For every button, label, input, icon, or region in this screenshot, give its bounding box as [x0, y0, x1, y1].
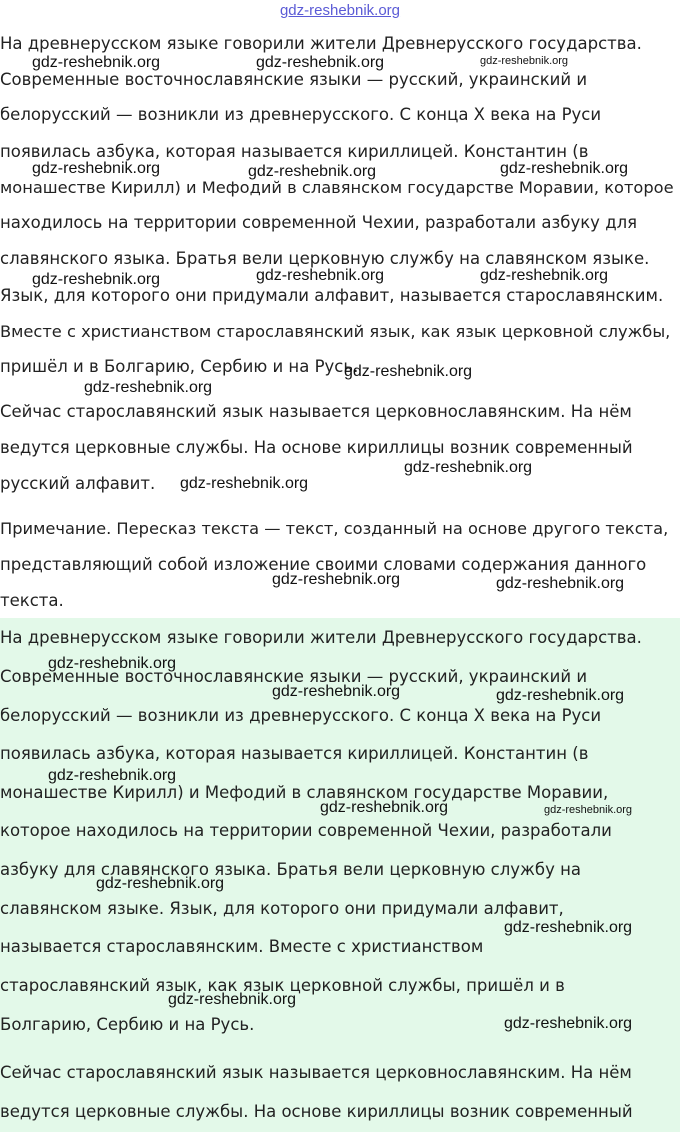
- watermark: gdz-reshebnik.org: [496, 687, 625, 704]
- watermark: gdz-reshebnik.org: [256, 54, 385, 71]
- text-line: Современные восточнославянские языки — русский, украинский и: [0, 667, 588, 686]
- note-line: текста.: [0, 591, 64, 610]
- watermark: gdz-reshebnik.org: [48, 655, 177, 672]
- watermark: gdz-reshebnik.org: [180, 475, 309, 492]
- note-line: Примечание. Пересказ текста — текст, созданный на основе другого текста,: [0, 519, 669, 538]
- watermark: gdz-reshebnik.org: [96, 875, 225, 892]
- text-line: ведутся церковные службы. На основе кириллицы возник современный: [0, 1102, 633, 1121]
- text-line: На древнерусском языке говорили жители Древнерусского государства.: [0, 34, 642, 53]
- text-line: Сейчас старославянский язык называется церковнославянским. На нём: [0, 402, 632, 421]
- watermark: gdz-reshebnik.org: [84, 379, 213, 396]
- watermark: gdz-reshebnik.org: [480, 55, 569, 67]
- text-line: которое находилось на территории современной Чехии, разработали: [0, 821, 612, 840]
- text-line: Современные восточнославянские языки — русский, украинский и: [0, 70, 588, 89]
- text-line: азбуку для славянского языка. Братья вели церковную службу на: [0, 860, 581, 879]
- text-line: пришёл и в Болгарию, Сербию и на Русь.: [0, 357, 359, 376]
- text-line: монашестве Кирилл) и Мефодий в славянском государстве Моравии,: [0, 783, 609, 802]
- watermark: gdz-reshebnik.org: [320, 799, 449, 816]
- text-line: старославянский язык, как язык церковной службы, пришёл и в: [0, 976, 565, 995]
- watermark: gdz-reshebnik.org: [504, 919, 633, 936]
- watermark: gdz-reshebnik.org: [404, 459, 533, 476]
- watermark: gdz-reshebnik.org: [48, 767, 177, 784]
- note-line: представляющий собой изложение своими словами содержания данного: [0, 555, 647, 574]
- watermark: gdz-reshebnik.org: [248, 163, 377, 180]
- text-line: белорусский — возникли из древнерусского. С конца X века на Руси: [0, 105, 602, 124]
- text-line: появилась азбука, которая называется кириллицей. Константин (в: [0, 142, 589, 161]
- text-line: монашестве Кирилл) и Мефодий в славянском государстве Моравии, которое: [0, 178, 674, 197]
- text-line: ведутся церковные службы. На основе кириллицы возник современный: [0, 438, 633, 457]
- text-line: белорусский — возникли из древнерусского. С конца X века на Руси: [0, 706, 602, 725]
- watermark: gdz-reshebnik.org: [32, 54, 161, 71]
- text-line: славянского языка. Братья вели церковную службу на славянском языке.: [0, 249, 650, 268]
- site-header-link[interactable]: gdz-reshebnik.org: [279, 2, 401, 19]
- watermark: gdz-reshebnik.org: [168, 991, 297, 1008]
- text-line: На древнерусском языке говорили жители Древнерусского государства.: [0, 628, 642, 647]
- watermark: gdz-reshebnik.org: [504, 1015, 633, 1032]
- watermark: gdz-reshebnik.org: [544, 804, 633, 816]
- watermark: gdz-reshebnik.org: [272, 683, 401, 700]
- watermark: gdz-reshebnik.org: [32, 271, 161, 288]
- text-line: русский алфавит.: [0, 474, 156, 493]
- text-line: находилось на территории современной Чехии, разработали азбуку для: [0, 213, 638, 232]
- text-line: Болгарию, Сербию и на Русь.: [0, 1015, 255, 1034]
- watermark: gdz-reshebnik.org: [480, 267, 609, 284]
- text-line: Вместе с христианством старославянский язык, как язык церковной службы,: [0, 322, 671, 341]
- watermark: gdz-reshebnik.org: [500, 160, 629, 177]
- watermark: gdz-reshebnik.org: [256, 267, 385, 284]
- watermark: gdz-reshebnik.org: [496, 575, 625, 592]
- text-line: появилась азбука, которая называется кириллицей. Константин (в: [0, 744, 589, 763]
- watermark: gdz-reshebnik.org: [272, 571, 401, 588]
- text-line: Язык, для которого они придумали алфавит, называется старославянским.: [0, 286, 664, 305]
- text-line: называется старославянским. Вместе с христианством: [0, 937, 484, 956]
- watermark: gdz-reshebnik.org: [344, 363, 473, 380]
- text-line: славянском языке. Язык, для которого они придумали алфавит,: [0, 899, 564, 918]
- text-line: Сейчас старославянский язык называется церковнославянским. На нём: [0, 1063, 632, 1082]
- watermark: gdz-reshebnik.org: [32, 160, 161, 177]
